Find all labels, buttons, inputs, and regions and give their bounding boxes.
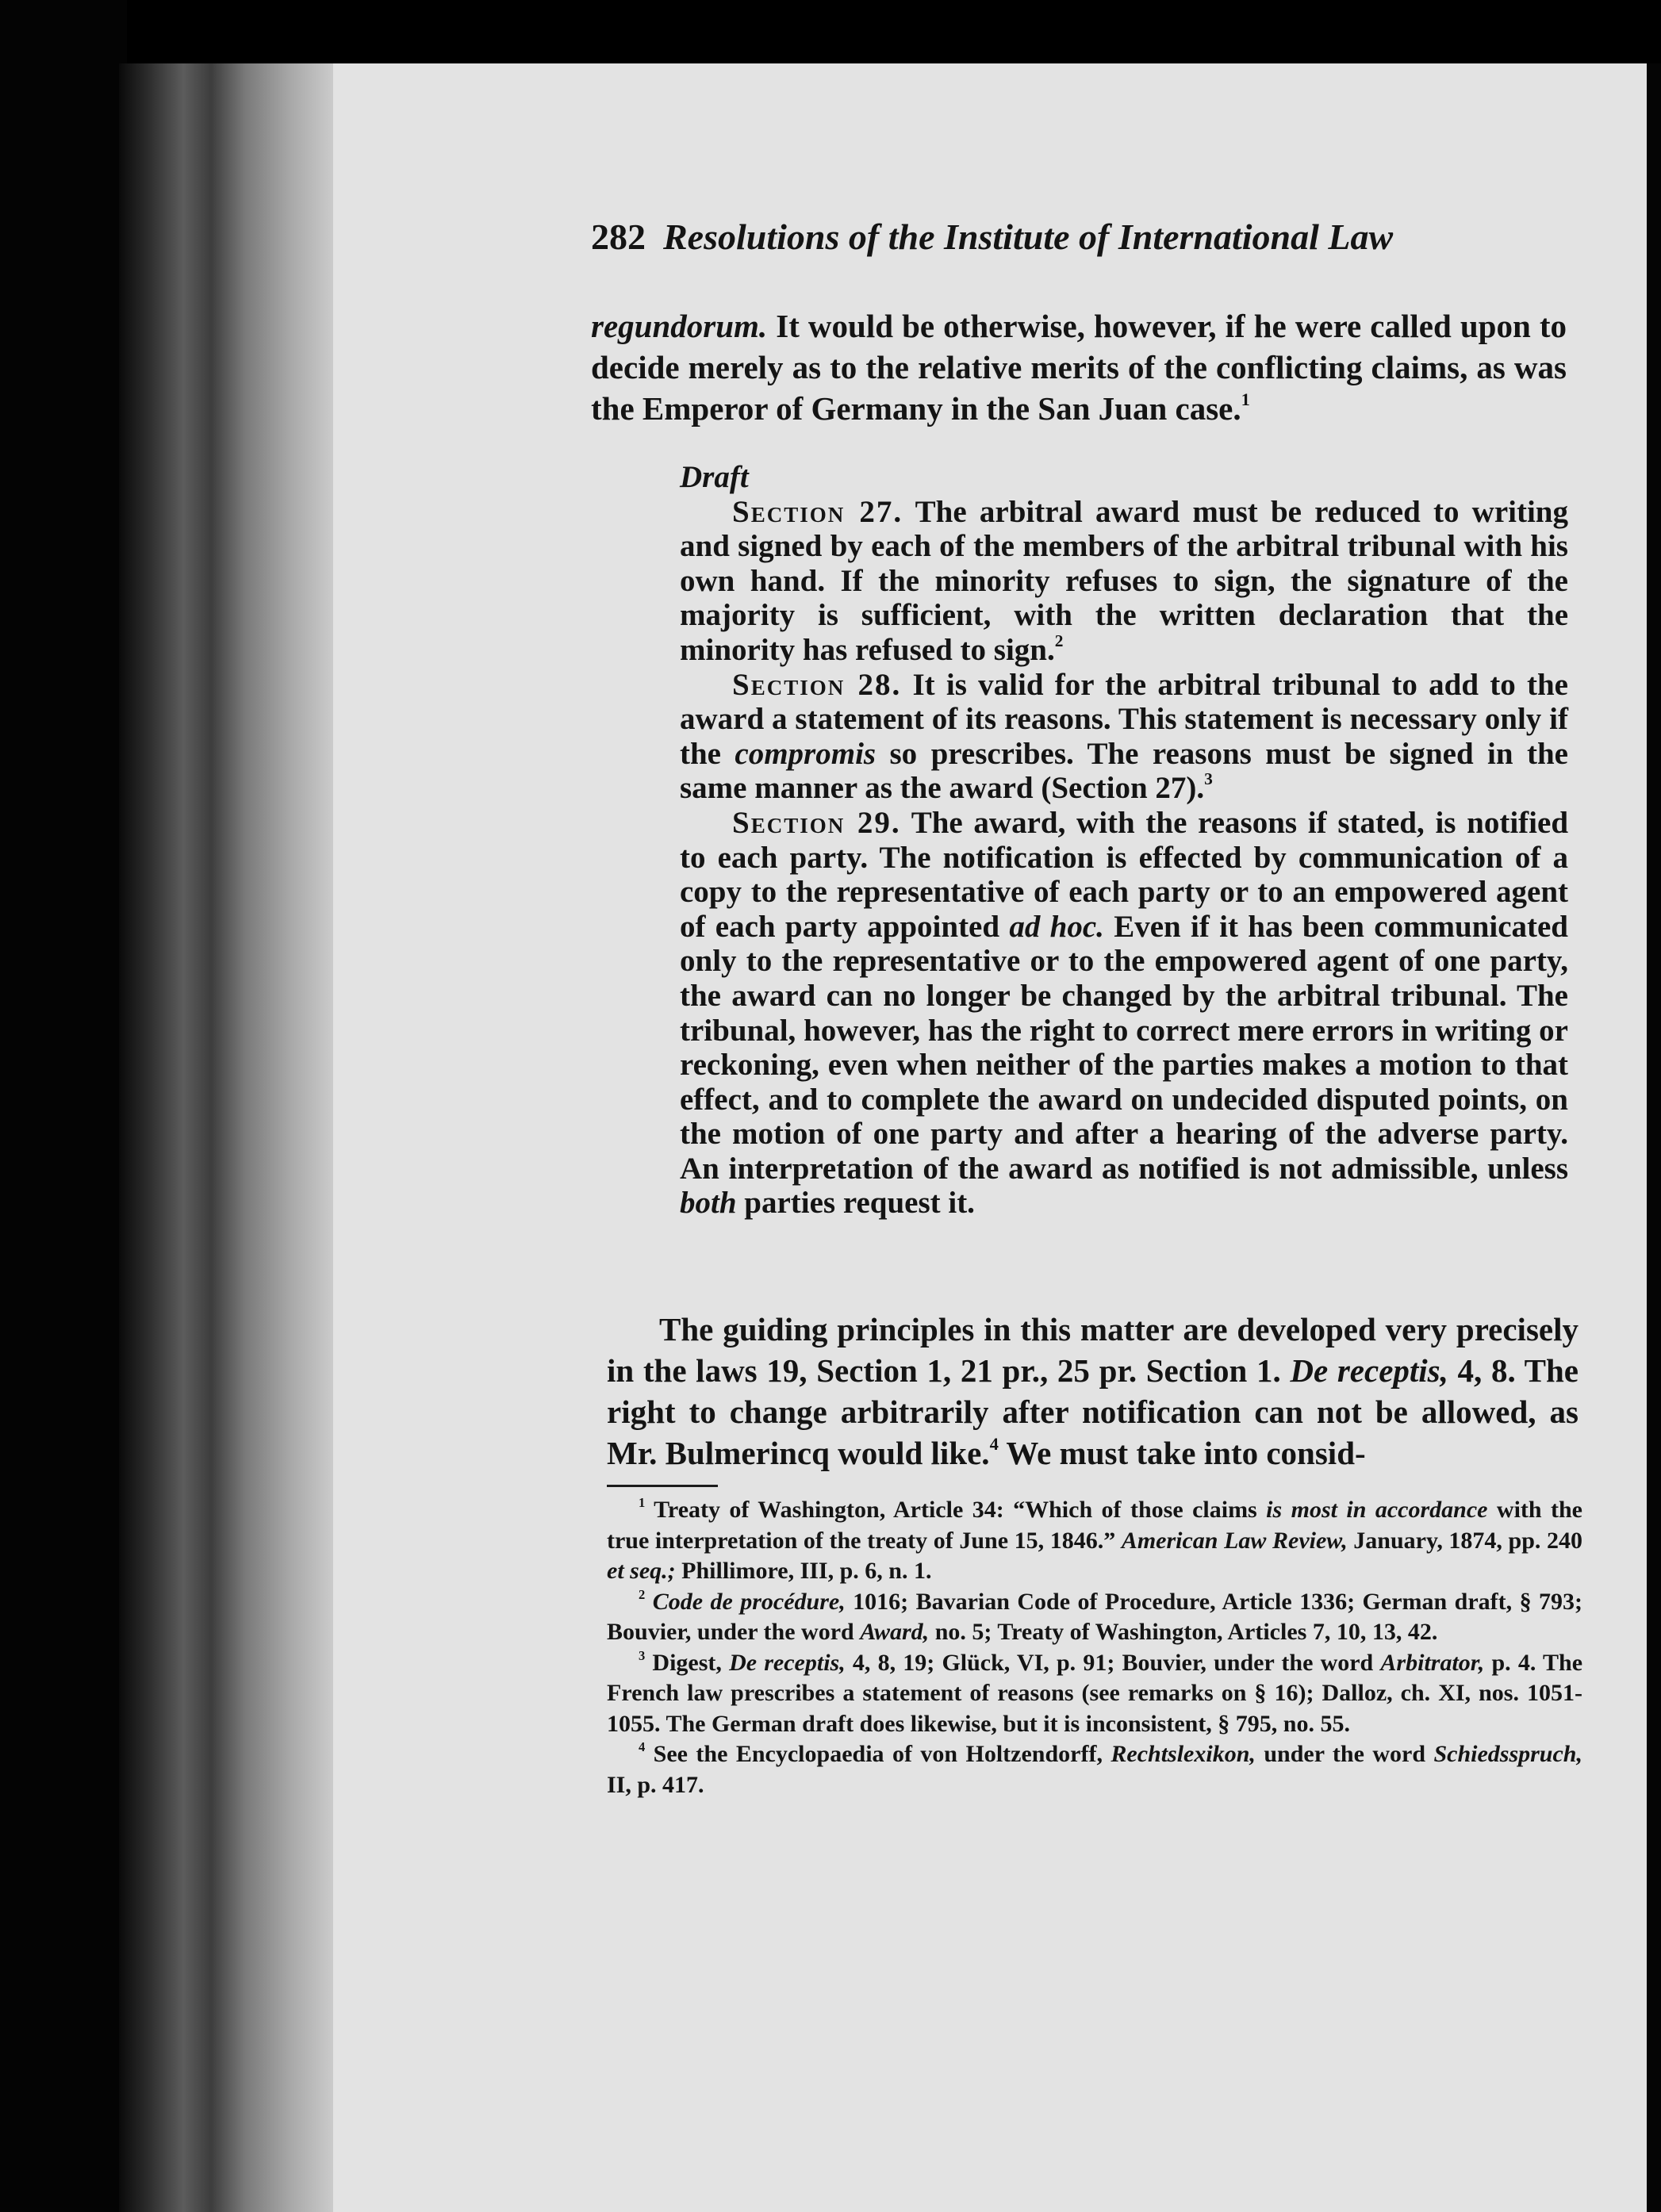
footnote-rule — [607, 1485, 718, 1487]
closing-paragraph: The guiding principles in this matter are developed very precisely in the laws 19, Section 1, 21 pr., 25 pr. Section 1. De receptis, 4, 8. The right to change arbitrarily after notification can not be allowed, as Mr. Bulmerincq would like.$^4$ We must take into consid- — [607, 1311, 1579, 1471]
footnote-1: $^1$ Treaty of Washington, Article 34: “Which of those claims is most in accordance with the true interpretation of the treaty of June 15, 1846.” American Law Review, January, 1874, pp. 240 et seq.; Phillimore, III, p. 6, n. 1. — [607, 1494, 1582, 1584]
footnote-3: $^3$ Digest, De receptis, 4, 8, 19; Glück, VI, p. 91; Bouvier, under the word Arbitrator, p. 4. The French law prescribes a statement of reasons (see remarks on § 16); Dalloz, ch. XI, nos. 1051-1055. The German draft does likewise, but it is inconsistent, § 795, no. 55. — [607, 1647, 1583, 1737]
footnote-ref-3: 3 — [1204, 769, 1213, 789]
section-29: Section 29. The award, with the reasons if stated, is notified to each party. The notification is effected by communication of a copy to the representative of each party or to an empowered agent of each party appointed ad hoc. Even if it has been communicated only to the representative or to the empowered agent of one party, the award can no longer be changed by the arbitral tribunal. The tribunal, however, has the right to correct mere errors in writing or reckoning, even when neither of the parties makes a motion to that effect, and to complete the award on undecided disputed points, on the motion of one party and after a hearing of the adverse party. An interpretation of the award as notified is not admissible, unless both parties request it. — [680, 805, 1569, 1221]
page-gutter-shadow — [119, 63, 349, 2212]
footnotes — [607, 1495, 1582, 1800]
footnote-2: $^2$ Code de procédure, 1016; Bavarian Code of Procedure, Article 1336; German draft, § 793; Bouvier, under the word Award, no. 5; Treaty of Washington, Articles 7, 10, 13, 42. — [607, 1586, 1583, 1645]
running-header — [591, 216, 1567, 258]
footnote-ref-4: 4 — [989, 1433, 999, 1454]
intro-paragraph: regundorum. It would be otherwise, however, if he were called upon to decide merely as to the relative merits of the conflicting claims, as was the Emperor of Germany in the San Juan case.$^1$ — [591, 308, 1567, 427]
footnote-ref-1: 1 — [1241, 389, 1250, 409]
section-27: Section 27. The arbitral award must be reduced to writing and signed by each of the members of the arbitral tribunal with his own hand. If the minority refuses to sign, the signature of the majority is sufficient, with the written declaration that the minority has refused to sign.$^2$ — [680, 494, 1568, 667]
draft-section — [680, 460, 1568, 1221]
running-title: Resolutions of the Institute of International Law — [663, 217, 1394, 257]
footnote-ref-2: 2 — [1054, 631, 1064, 650]
draft-heading: Draft — [680, 460, 749, 494]
footnote-4: $^4$ See the Encyclopaedia of von Holtzendorff, Rechtslexikon, under the word Schiedsspruch, II, p. 417. — [607, 1739, 1582, 1798]
page-number: 282 — [591, 217, 646, 257]
section-28: Section 28. It is valid for the arbitral tribunal to add to the award a statement of its reasons. This statement is necessary only if the compromis so prescribes. The reasons must be signed in the same manner as the award (Section 27).$^3$ — [680, 667, 1568, 806]
book-spine-shadow — [0, 0, 127, 2212]
page-right-edge — [1647, 63, 1661, 2212]
